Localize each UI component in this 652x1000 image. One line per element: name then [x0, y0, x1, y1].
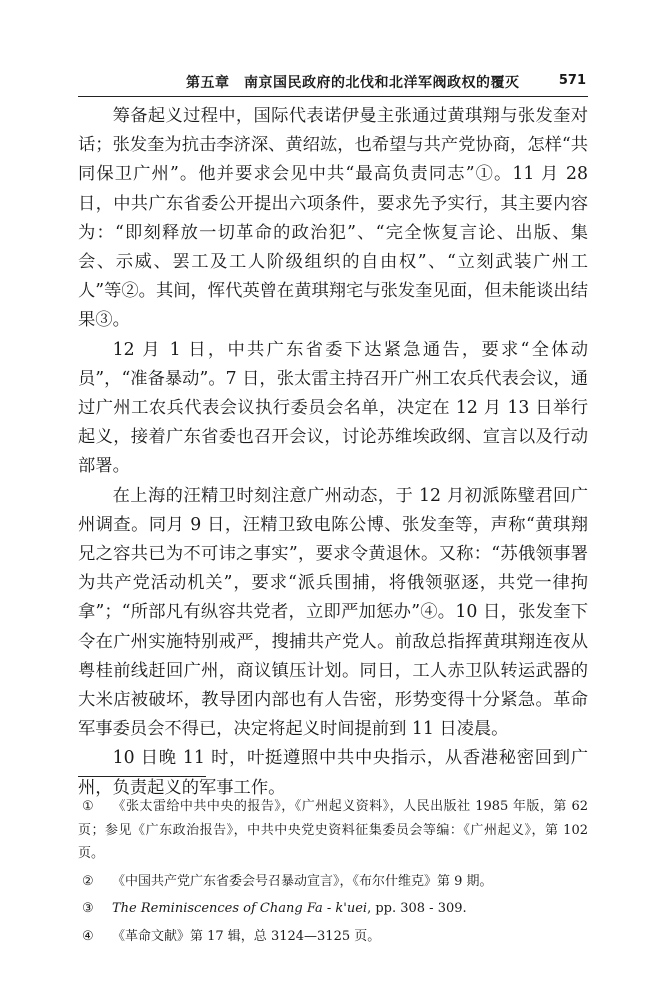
chapter-title: 第五章 南京国民政府的北伐和北洋军阀政权的覆灭: [186, 75, 520, 91]
footnote-4: [78, 925, 588, 949]
main-text: [78, 102, 588, 803]
paragraph: 在上海的汪精卫时刻注意广州动态，于 12 月初派陈璧君回广州调查。同月 9 日，汪精卫致电陈公博、张发奎等，声称“黄琪翔兄之容共已为不可讳之事实”，要求令黄退休。又称：“苏俄领事署为共产党活动机关”，要求“派兵围捕，将俄领驱逐，共党一律拘拿”；“所部凡有纵容共党者，立即严加惩办”④。10 日，张发奎下令在广州实施特别戒严，搜捕共产党人。前敌总指挥黄琪翔连夜从粤桂前线赶回广州，商议镇压计划。同日，工人赤卫队转运武器的大米店被破坏，教导团内部也有人告密，形势变得十分紧急。革命军事委员会不得已，决定将起义时间提前到 11 日凌晨。: [78, 485, 588, 740]
footnote-mark: ③: [82, 901, 94, 916]
footnote-2: [78, 870, 588, 894]
footnote-text: 《革命文献》第 17 辑，总 3124—3125 页。: [112, 928, 381, 944]
footnote-mark: ①: [82, 799, 94, 814]
page-number: 571: [558, 73, 586, 88]
footnote-mark: ④: [82, 928, 94, 944]
footnotes: [78, 795, 588, 952]
footnote-book-title: The Reminiscences of Chang Fa - k'uei: [112, 901, 368, 916]
paragraph: 12 月 1 日，中共广东省委下达紧急通告，要求“全体动员”，“准备暴动”。7 日，张太雷主持召开广州工农兵代表会议，通过广州工农兵代表会议执行委员会名单，决定在 12 月 13 日举行起义，接着广东省委也召开会议，讨论苏维埃政纲、宣言以及行动部署。: [78, 339, 588, 477]
footnote-mark: ②: [82, 873, 94, 889]
footnote-text: , pp. 308 - 309.: [367, 901, 467, 916]
paragraph: 筹备起义过程中，国际代表诺伊曼主张通过黄琪翔与张发奎对话；张发奎为抗击李济深、黄绍竑，也希望与共产党协商，怎样“共同保卫广州”。他并要求会见中共“最高负责同志”①。11 月 28 日，中共广东省委公开提出六项条件，要求先予实行，其主要内容为：“即刻释放一切革命的政治犯”、“完全恢复言论、出版、集会、示威、罢工及工人阶级组织的自由权”、“立刻武装广州工人”等②。其间，恽代英曾在黄琪翔宅与张发奎见面，但未能谈出结果③。: [78, 106, 588, 331]
footnote-text: 《张太雷给中共中央的报告》，《广州起义资料》，人民出版社 1985 年版，第 62 页；参见《广东政治报告》，中共中央党史资料征集委员会等编：《广州起义》，第 102 页。: [78, 799, 588, 861]
running-header: [78, 68, 588, 97]
footnote-text: 《中国共产党广东省委会号召暴动宣言》，《布尔什维克》第 9 期。: [112, 873, 493, 889]
footnote-3: [78, 897, 588, 921]
footnote-1: [78, 795, 588, 866]
paragraph: 10 日晚 11 时，叶挺遵照中共中央指示，从香港秘密回到广州，负责起义的军事工作。: [78, 748, 588, 798]
footnote-divider: [78, 776, 206, 777]
